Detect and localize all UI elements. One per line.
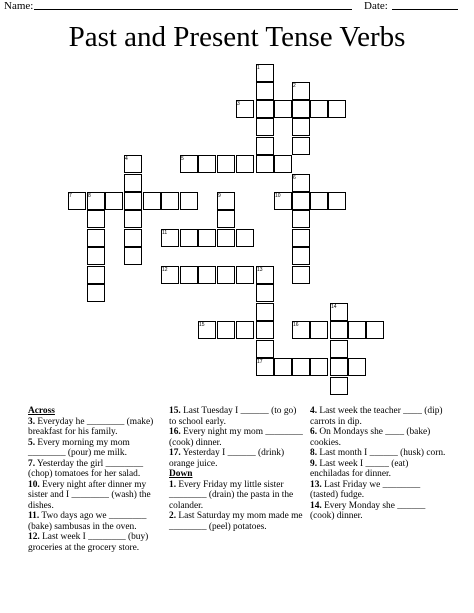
- grid-cell[interactable]: [256, 284, 274, 302]
- clue-text: Two days ago we ________ (bake) sambusas in the oven.: [28, 511, 147, 532]
- grid-cell[interactable]: [274, 100, 292, 118]
- clue-number-11: 11: [162, 230, 168, 236]
- grid-cell[interactable]: [217, 266, 235, 284]
- clue-text: Yesterday I ______ (drink) orange juice.: [169, 448, 285, 469]
- grid-cell[interactable]: [180, 192, 198, 210]
- grid-cell[interactable]: [217, 229, 235, 247]
- clue-number: 17.: [169, 448, 181, 458]
- grid-cell[interactable]: [330, 340, 348, 358]
- clue: [310, 427, 450, 448]
- grid-cell[interactable]: [330, 321, 348, 339]
- down-clues-column-3: [310, 406, 450, 522]
- grid-cell[interactable]: [348, 358, 366, 376]
- clue-text: Every night after dinner my sister and I ________ (wash) the dishes.: [28, 479, 151, 511]
- grid-cell[interactable]: [124, 192, 142, 210]
- grid-cell[interactable]: [217, 321, 235, 339]
- clue-number-16: 16: [293, 322, 299, 328]
- clue-number: 8.: [310, 448, 318, 458]
- clue-number: 2.: [169, 511, 177, 521]
- clue-text: Last week I _____ (eat) enchiladas for dinner.: [310, 458, 409, 479]
- clue: [310, 448, 450, 459]
- grid-cell[interactable]: [328, 192, 346, 210]
- clue-text: Last week I ________ (buy) groceries at the grocery store.: [28, 532, 149, 553]
- grid-cell[interactable]: [236, 321, 254, 339]
- clue-number: 11.: [28, 511, 40, 521]
- grid-cell[interactable]: [198, 155, 216, 173]
- grid-cell[interactable]: [328, 100, 346, 118]
- grid-cell[interactable]: [143, 192, 161, 210]
- grid-cell[interactable]: [198, 266, 216, 284]
- grid-cell[interactable]: [274, 358, 292, 376]
- grid-cell[interactable]: [292, 358, 310, 376]
- grid-cell[interactable]: [236, 229, 254, 247]
- grid-cell[interactable]: [161, 192, 179, 210]
- grid-cell[interactable]: [292, 118, 310, 136]
- clue: [28, 480, 163, 512]
- grid-cell[interactable]: [256, 303, 274, 321]
- clue-number-4: 4: [125, 156, 128, 162]
- clue-number: 16.: [169, 427, 181, 437]
- clue-text: Yesterday the girl ________ (chop) tomatoes for her salad.: [28, 458, 144, 479]
- clue-number: 6.: [310, 427, 318, 437]
- grid-cell[interactable]: [198, 229, 216, 247]
- clue: [310, 406, 450, 427]
- grid-cell[interactable]: [87, 210, 105, 228]
- grid-cell[interactable]: [124, 229, 142, 247]
- grid-cell[interactable]: [180, 266, 198, 284]
- clue: [28, 459, 163, 480]
- grid-cell[interactable]: [348, 321, 366, 339]
- clue-number: 10.: [28, 479, 40, 490]
- clue-text: Everyday he ________ (make) breakfast for his family.: [28, 416, 154, 437]
- grid-cell[interactable]: [292, 192, 310, 210]
- down-heading: Down: [169, 469, 193, 479]
- grid-cell[interactable]: [236, 266, 254, 284]
- grid-cell[interactable]: [236, 155, 254, 173]
- clue-number: 3.: [28, 416, 36, 427]
- clue-number-3: 3: [237, 101, 240, 107]
- grid-cell[interactable]: [292, 247, 310, 265]
- clue: [28, 438, 163, 459]
- grid-cell[interactable]: [310, 192, 328, 210]
- clue-text: Every morning my mom ________ (pour) me milk.: [28, 437, 130, 458]
- clue-text: Every Friday my little sister ________ (drain) the pasta in the colander.: [169, 479, 294, 511]
- clue-number-1: 1: [257, 65, 260, 71]
- clue: [28, 511, 163, 532]
- clue: [28, 532, 163, 553]
- grid-cell[interactable]: [87, 229, 105, 247]
- clue-number: 15.: [169, 406, 181, 416]
- grid-cell[interactable]: [180, 229, 198, 247]
- date-label: Date:: [364, 0, 388, 12]
- clue-number-6: 6: [293, 175, 296, 181]
- clue: [310, 459, 450, 480]
- clue-text: Last month I ______ (husk) corn.: [317, 448, 446, 458]
- clue-number-12: 12: [162, 267, 168, 273]
- grid-cell[interactable]: [87, 284, 105, 302]
- clue-number-7: 7: [69, 193, 72, 199]
- clue-number: 9.: [310, 458, 318, 469]
- clue-number: 13.: [310, 479, 322, 490]
- clue-number-9: 9: [218, 193, 221, 199]
- clue-number-15: 15: [199, 322, 205, 328]
- grid-cell[interactable]: [217, 155, 235, 173]
- grid-cell[interactable]: [256, 100, 274, 118]
- grid-cell[interactable]: [310, 100, 328, 118]
- clue-number-2: 2: [293, 83, 296, 89]
- clue-text: Last Saturday my mom made me ________ (peel) potatoes.: [169, 511, 303, 532]
- clue-number-13: 13: [257, 267, 263, 273]
- clue: [169, 448, 305, 469]
- clue-number-5: 5: [181, 156, 184, 162]
- clue-number: 4.: [310, 406, 318, 416]
- grid-cell[interactable]: [256, 82, 274, 100]
- clue-number-17: 17: [257, 359, 263, 365]
- grid-cell[interactable]: [105, 192, 123, 210]
- grid-cell[interactable]: [292, 266, 310, 284]
- grid-cell[interactable]: [310, 358, 328, 376]
- clue: [169, 480, 305, 512]
- clue-text: Last week the teacher ____ (dip) carrots in dip.: [310, 406, 443, 427]
- grid-cell[interactable]: [256, 118, 274, 136]
- clue: [28, 417, 163, 438]
- page-title: Past and Present Tense Verbs: [68, 21, 406, 53]
- across-clues-column-1: [28, 406, 163, 553]
- grid-cell[interactable]: [256, 321, 274, 339]
- grid-cell[interactable]: [292, 100, 310, 118]
- grid-cell[interactable]: [366, 321, 384, 339]
- grid-cell[interactable]: [256, 137, 274, 155]
- clue-text: Every Monday she ______ (cook) dinner.: [310, 500, 426, 521]
- grid-cell[interactable]: [310, 321, 328, 339]
- grid-cell[interactable]: [87, 247, 105, 265]
- clue: [310, 480, 450, 501]
- clue: [169, 406, 305, 427]
- clue-text: On Mondays she ____ (bake) cookies.: [310, 427, 431, 448]
- grid-cell[interactable]: [274, 155, 292, 173]
- grid-cell[interactable]: [292, 210, 310, 228]
- grid-cell[interactable]: [256, 155, 274, 173]
- clue-text: Every night my mom ________ (cook) dinner.: [169, 427, 303, 448]
- grid-cell[interactable]: [256, 340, 274, 358]
- clue: [169, 511, 305, 532]
- grid-cell[interactable]: [124, 247, 142, 265]
- clue-number: 12.: [28, 532, 40, 542]
- grid-cell[interactable]: [217, 210, 235, 228]
- clue-number: 14.: [310, 500, 322, 511]
- grid-cell[interactable]: [292, 137, 310, 155]
- clue-number: 7.: [28, 458, 36, 469]
- clue-number-14: 14: [331, 304, 337, 310]
- clue-number-8: 8: [88, 193, 91, 199]
- grid-cell[interactable]: [124, 174, 142, 192]
- clue-number: 1.: [169, 479, 177, 490]
- clue-text: Last Friday we ________ (tasted) fudge.: [310, 479, 421, 500]
- clue-text: Last Tuesday I ______ (to go) to school early.: [169, 406, 297, 427]
- grid-cell[interactable]: [330, 358, 348, 376]
- grid-cell[interactable]: [292, 229, 310, 247]
- clue: [310, 501, 450, 522]
- across-heading: Across: [28, 406, 55, 416]
- grid-cell[interactable]: [87, 266, 105, 284]
- grid-cell[interactable]: [124, 210, 142, 228]
- grid-cell[interactable]: [330, 377, 348, 395]
- clue: [169, 427, 305, 448]
- clues-column-2: [169, 406, 305, 532]
- name-label: Name:: [4, 0, 34, 12]
- clue-number: 5.: [28, 437, 36, 448]
- clue-number-10: 10: [275, 193, 281, 199]
